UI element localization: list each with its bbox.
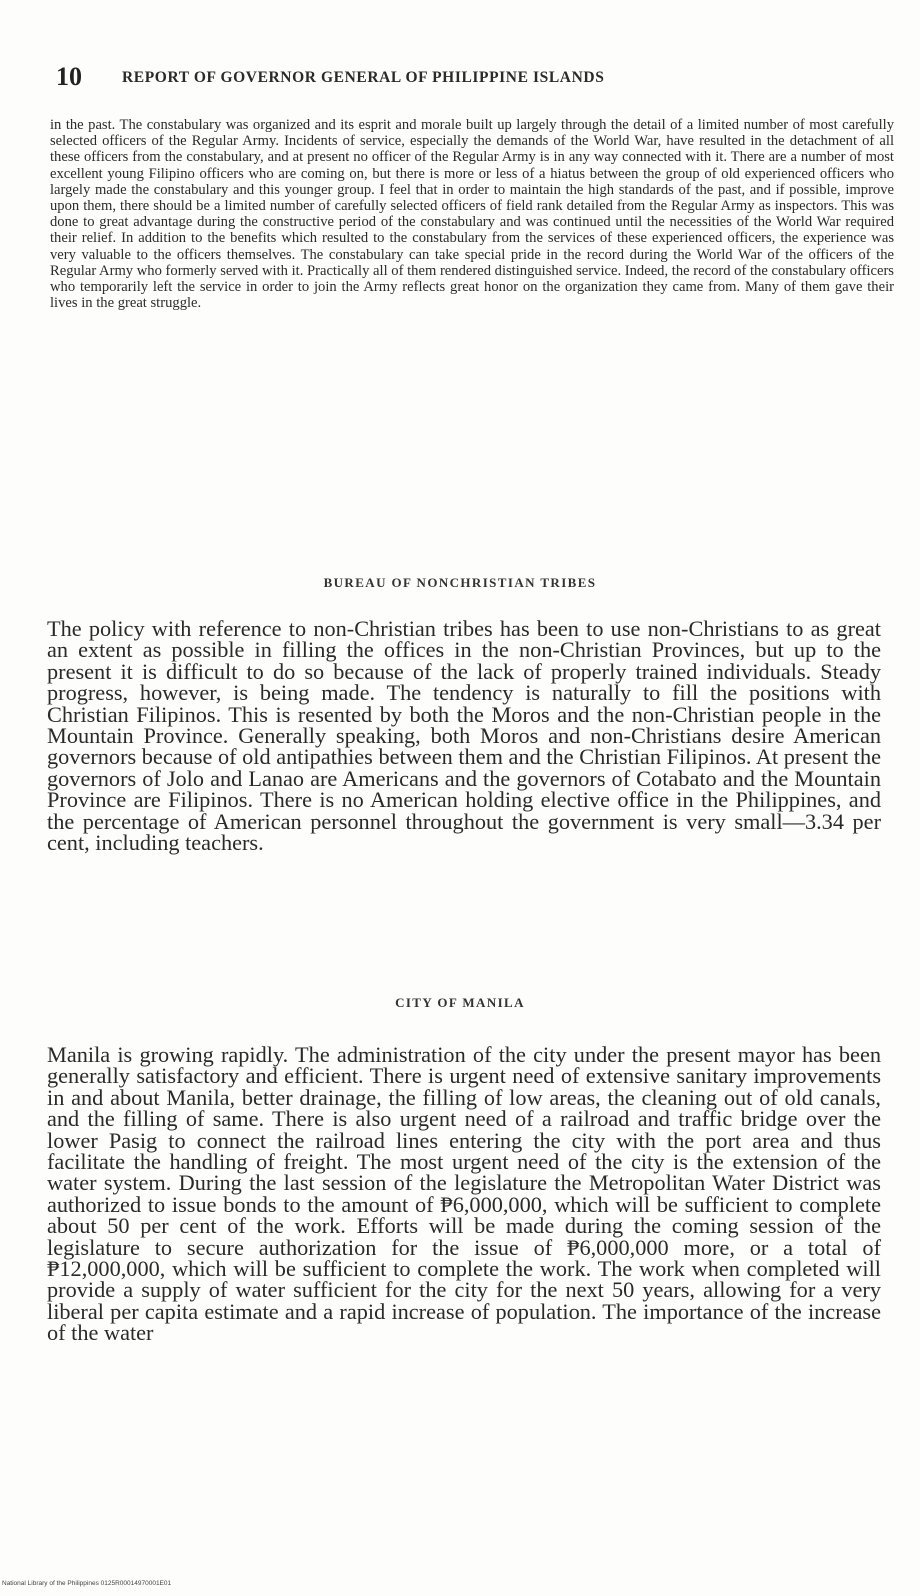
bureau-paragraph: The policy with reference to non-Christian tribes has been to use non-Christians to as great an extent as possible in filling the offices in the non-Christian Provinces, but up to the present it is difficult to do so because of the lack of properly trained individuals. Steady progress, however, is being made. The tendency is naturally to fill the positions with Christian Filipinos. This is resented by both the Moros and the non-Christian people in the Mountain Province. Generally speaking, both Moros and non-Christians desire American governors because of old antipathies between them and the Christian Filipinos. At present the governors of Jolo and Lanao are Americans and the governors of Cotabato and the Mountain Province are Filipinos. There is no American holding elective office in the Philippines, and the percentage of American personnel throughout the government is very small—3.34 per cent, including teachers. xyxy=(47,616,881,856)
page-number: 10 xyxy=(56,62,82,91)
manila-paragraph: Manila is growing rapidly. The administration of the city under the present mayor has been generally satisfactory and efficient. There is urgent need of extensive sanitary improvements in and about Manila, better drainage, the filling of low areas, the cleaning out of old canals, and the filling of same. There is also urgent need of a railroad and traffic bridge over the lower Pasig to connect the railroad lines entering the city with the port area and thus facilitate the handling of freight. The most urgent need of the city is the extension of the water system. During the last session of the legislature the Metropolitan Water District was authorized to issue bonds to the amount of ₱6,000,000, which will be sufficient to complete about 50 per cent of the work. Efforts will be made during the coming session of the legislature to secure authorization for the issue of ₱6,000,000 more, or a total of ₱12,000,000, which will be sufficient to complete the work. The work when completed will provide a supply of water sufficient for the city for the next 50 years, allowing for a very liberal per capita estimate and a rapid increase of population. The importance of the increase of the water xyxy=(47,1042,881,1346)
running-title: REPORT OF GOVERNOR GENERAL OF PHILIPPINE ISLANDS xyxy=(122,69,605,86)
constabulary-paragraph: in the past. The constabulary was organized and its esprit and morale built up largely through the detail of a limited number of most carefully selected officers of the Regular Army. Incidents of service, especially the demands of the World War, have resulted in the detachment of all these officers from the constabulary, and at present no officer of the Regular Army is in any way connected with it. There are a number of most excellent young Filipino officers who are coming on, but there is more or less of a hiatus between the group of old experienced officers who largely made the constabulary and this younger group. I feel that in order to maintain the high standards of the past, and if possible, improve upon them, there should be a limited number of carefully selected officers of field rank detailed from the Regular Army as inspectors. This was done to great advantage during the constructive period of the constabulary and was continued until the necessities of the World War required their relief. In addition to the benefits which resulted to the constabulary from the services of these experienced officers, the experience was very valuable to the officers themselves. The constabulary can take special pride in the record during the World War of the officers of the Regular Army who formerly served with it. Practically all of them rendered distinguished service. Indeed, the record of the constabulary officers who temporarily left the service in order to join the Army reflects great honor on the organization they came from. Many of them gave their lives in the great struggle. xyxy=(50,117,894,312)
scan-credit: National Library of the Philippines 0125R00014970001E01 xyxy=(2,1580,172,1587)
page-header xyxy=(50,62,880,96)
manila-heading: CITY OF MANILA xyxy=(395,995,525,1010)
bureau-heading: BUREAU OF NONCHRISTIAN TRIBES xyxy=(323,575,597,590)
